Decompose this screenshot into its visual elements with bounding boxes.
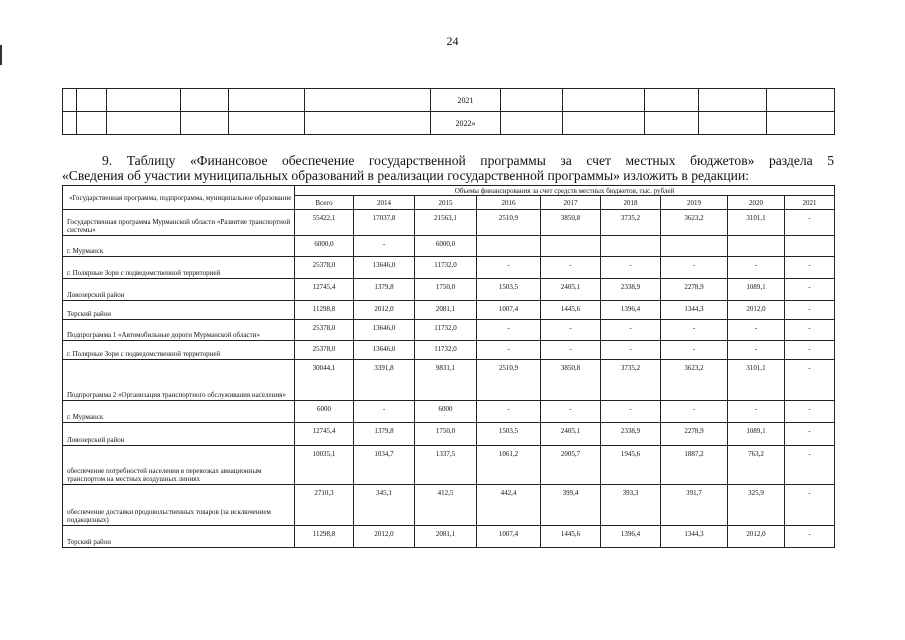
value-cell: 1887,2 [661, 446, 728, 485]
value-cell: - [728, 341, 785, 360]
value-cell: 1379,8 [354, 279, 415, 301]
empty-cell [305, 89, 431, 112]
empty-cell [181, 89, 229, 112]
header-funding-group: Объемы финансирования за счет средств местных бюджетов, тыс. рублей [295, 186, 835, 196]
value-cell: 3850,8 [541, 210, 601, 236]
value-cell: - [477, 320, 541, 341]
row-label: г. Полярные Зори с подведомственной территорией [63, 257, 295, 279]
row-label: Ловозерский район [63, 423, 295, 446]
value-cell: 1089,1 [728, 279, 785, 301]
page-number: 24 [446, 34, 459, 48]
table-row [63, 257, 835, 279]
value-cell: - [601, 341, 661, 360]
value-cell: 345,1 [354, 485, 415, 526]
value-cell: 2405,1 [541, 423, 601, 446]
value-cell: 1344,3 [661, 526, 728, 548]
column-header: 2017 [541, 196, 601, 210]
empty-cell [181, 112, 229, 135]
value-cell: - [785, 526, 835, 548]
empty-cell [645, 112, 699, 135]
value-cell: - [541, 257, 601, 279]
row-label: обеспечение потребностей населения в перевозках авиационным транспортом на местных воздушных линиях [63, 446, 295, 485]
empty-cell [107, 89, 181, 112]
header-program-label: «Государственная программа, подпрограмма, муниципальное образование [63, 186, 295, 210]
value-cell: 1061,2 [477, 446, 541, 485]
value-cell: 1445,6 [541, 526, 601, 548]
value-cell: 1750,0 [415, 279, 477, 301]
value-cell: - [785, 401, 835, 423]
value-cell: - [728, 257, 785, 279]
table-row [63, 423, 835, 446]
value-cell: - [785, 341, 835, 360]
row-label: Терский район [63, 526, 295, 548]
value-cell: 2012,0 [354, 526, 415, 548]
amendment-paragraph [62, 153, 834, 183]
value-cell: 10035,1 [295, 446, 354, 485]
value-cell: 9831,1 [415, 360, 477, 401]
row-label: г. Мурманск [63, 236, 295, 257]
value-cell: 2005,7 [541, 446, 601, 485]
value-cell: 3101,1 [728, 360, 785, 401]
value-cell: - [728, 320, 785, 341]
value-cell: 763,2 [728, 446, 785, 485]
table-row [63, 320, 835, 341]
value-cell: 1396,4 [601, 526, 661, 548]
value-cell: 2081,1 [415, 526, 477, 548]
value-cell: 2012,0 [354, 301, 415, 320]
value-cell: - [601, 257, 661, 279]
column-header: Всего [295, 196, 354, 210]
column-header: 2018 [601, 196, 661, 210]
empty-cell [229, 112, 305, 135]
value-cell: 1337,5 [415, 446, 477, 485]
value-cell: - [541, 320, 601, 341]
value-cell: - [661, 257, 728, 279]
row-label: г. Мурманск [63, 401, 295, 423]
value-cell: - [661, 401, 728, 423]
value-cell [601, 236, 661, 257]
table-row [63, 301, 835, 320]
value-cell: 21563,1 [415, 210, 477, 236]
empty-cell [767, 89, 835, 112]
empty-cell [645, 89, 699, 112]
value-cell: 30044,1 [295, 360, 354, 401]
value-cell: 6000,0 [295, 236, 354, 257]
table-row [63, 485, 835, 526]
value-cell: - [785, 485, 835, 526]
empty-cell [107, 112, 181, 135]
table-row [63, 446, 835, 485]
previous-table-fragment [62, 88, 835, 135]
empty-cell [63, 89, 77, 112]
value-cell: 1344,3 [661, 301, 728, 320]
row-label: Терский район [63, 301, 295, 320]
value-cell: 6000 [415, 401, 477, 423]
row-label: Государственная программа Мурманской области «Развитие транспортной системы» [63, 210, 295, 236]
table-row [63, 210, 835, 236]
value-cell: 3391,8 [354, 360, 415, 401]
value-cell: 2081,1 [415, 301, 477, 320]
value-cell: 3735,2 [601, 210, 661, 236]
value-cell: 3623,2 [661, 360, 728, 401]
value-cell: 1445,6 [541, 301, 601, 320]
value-cell: 3735,2 [601, 360, 661, 401]
year-cell: 2022» [431, 112, 501, 135]
value-cell: - [785, 360, 835, 401]
value-cell: 1750,0 [415, 423, 477, 446]
value-cell: 12745,4 [295, 423, 354, 446]
year-cell: 2021 [431, 89, 501, 112]
value-cell: - [477, 257, 541, 279]
row-label: Подпрограмма 2 «Организация транспортного обслуживания населения» [63, 360, 295, 401]
row-label: обеспечение доставки продовольственных товаров (за исключением подакцизных) [63, 485, 295, 526]
value-cell: 1945,6 [601, 446, 661, 485]
value-cell: - [661, 341, 728, 360]
table-row [63, 401, 835, 423]
value-cell: 25378,0 [295, 257, 354, 279]
value-cell: 2012,0 [728, 526, 785, 548]
value-cell: 2278,9 [661, 423, 728, 446]
value-cell: 2710,3 [295, 485, 354, 526]
value-cell: 2338,9 [601, 279, 661, 301]
empty-cell [699, 112, 767, 135]
value-cell: - [785, 210, 835, 236]
empty-cell [77, 112, 107, 135]
column-header: 2021 [785, 196, 835, 210]
value-cell: 1089,1 [728, 423, 785, 446]
value-cell: 12745,4 [295, 279, 354, 301]
row-label: Ловозерский район [63, 279, 295, 301]
value-cell: 11732,0 [415, 257, 477, 279]
value-cell: - [601, 401, 661, 423]
paragraph-line-2: «Сведения об участии муниципальных образований в реализации государственной программы» изложить в редакции: [62, 168, 750, 183]
previous-table-row [63, 112, 835, 135]
empty-cell [699, 89, 767, 112]
value-cell: 391,7 [661, 485, 728, 526]
value-cell: - [785, 301, 835, 320]
value-cell: 325,9 [728, 485, 785, 526]
empty-cell [77, 89, 107, 112]
empty-cell [305, 112, 431, 135]
value-cell: 11298,8 [295, 301, 354, 320]
table-row [63, 279, 835, 301]
value-cell: - [477, 341, 541, 360]
value-cell: 1034,7 [354, 446, 415, 485]
value-cell: 1007,4 [477, 301, 541, 320]
value-cell: 17037,8 [354, 210, 415, 236]
value-cell: 13646,0 [354, 341, 415, 360]
value-cell: 11298,8 [295, 526, 354, 548]
value-cell: - [541, 341, 601, 360]
value-cell: 6000,0 [415, 236, 477, 257]
column-header: 2016 [477, 196, 541, 210]
value-cell: 1396,4 [601, 301, 661, 320]
value-cell: 3101,1 [728, 210, 785, 236]
value-cell: 442,4 [477, 485, 541, 526]
value-cell: 2338,9 [601, 423, 661, 446]
value-cell: 1503,5 [477, 423, 541, 446]
value-cell [785, 236, 835, 257]
value-cell: 412,5 [415, 485, 477, 526]
value-cell: 3623,2 [661, 210, 728, 236]
value-cell: - [354, 401, 415, 423]
value-cell: 11732,0 [415, 320, 477, 341]
row-label: г. Полярные Зори с подведомственной территорией [63, 341, 295, 360]
row-label: Подпрограмма 1 «Автомобильные дороги Мурманской области» [63, 320, 295, 341]
empty-cell [563, 89, 645, 112]
paragraph-line-1: 9. Таблицу «Финансовое обеспечение государственной программы за счет местных бюджетов» раздела 5 [102, 153, 834, 168]
value-cell: 13646,0 [354, 320, 415, 341]
value-cell: 393,3 [601, 485, 661, 526]
value-cell: - [785, 279, 835, 301]
table-row [63, 236, 835, 257]
value-cell: - [661, 320, 728, 341]
value-cell [541, 236, 601, 257]
value-cell: 2510,9 [477, 360, 541, 401]
value-cell [477, 236, 541, 257]
value-cell: 1379,8 [354, 423, 415, 446]
value-cell: 25378,0 [295, 320, 354, 341]
column-header: 2019 [661, 196, 728, 210]
value-cell: - [785, 320, 835, 341]
empty-cell [501, 112, 563, 135]
table-row [63, 341, 835, 360]
column-header: 2020 [728, 196, 785, 210]
column-header: 2015 [415, 196, 477, 210]
empty-cell [229, 89, 305, 112]
value-cell: - [728, 401, 785, 423]
table-row [63, 526, 835, 548]
value-cell: 1007,4 [477, 526, 541, 548]
previous-table-row [63, 89, 835, 112]
value-cell: - [785, 257, 835, 279]
empty-cell [563, 112, 645, 135]
empty-cell [501, 89, 563, 112]
value-cell: 13646,0 [354, 257, 415, 279]
value-cell: 55422,1 [295, 210, 354, 236]
value-cell: - [785, 423, 835, 446]
value-cell: - [601, 320, 661, 341]
empty-cell [767, 112, 835, 135]
value-cell: 2510,9 [477, 210, 541, 236]
column-header: 2014 [354, 196, 415, 210]
empty-cell [63, 112, 77, 135]
value-cell: 25378,0 [295, 341, 354, 360]
value-cell [728, 236, 785, 257]
value-cell: 2405,1 [541, 279, 601, 301]
value-cell: 399,4 [541, 485, 601, 526]
value-cell: 2278,9 [661, 279, 728, 301]
value-cell: 3850,8 [541, 360, 601, 401]
financing-table [62, 185, 835, 548]
value-cell: - [541, 401, 601, 423]
value-cell: 11732,0 [415, 341, 477, 360]
value-cell [661, 236, 728, 257]
table-row [63, 360, 835, 401]
value-cell: - [477, 401, 541, 423]
value-cell: 1503,5 [477, 279, 541, 301]
value-cell: - [785, 446, 835, 485]
value-cell: - [354, 236, 415, 257]
value-cell: 2012,0 [728, 301, 785, 320]
value-cell: 6000 [295, 401, 354, 423]
